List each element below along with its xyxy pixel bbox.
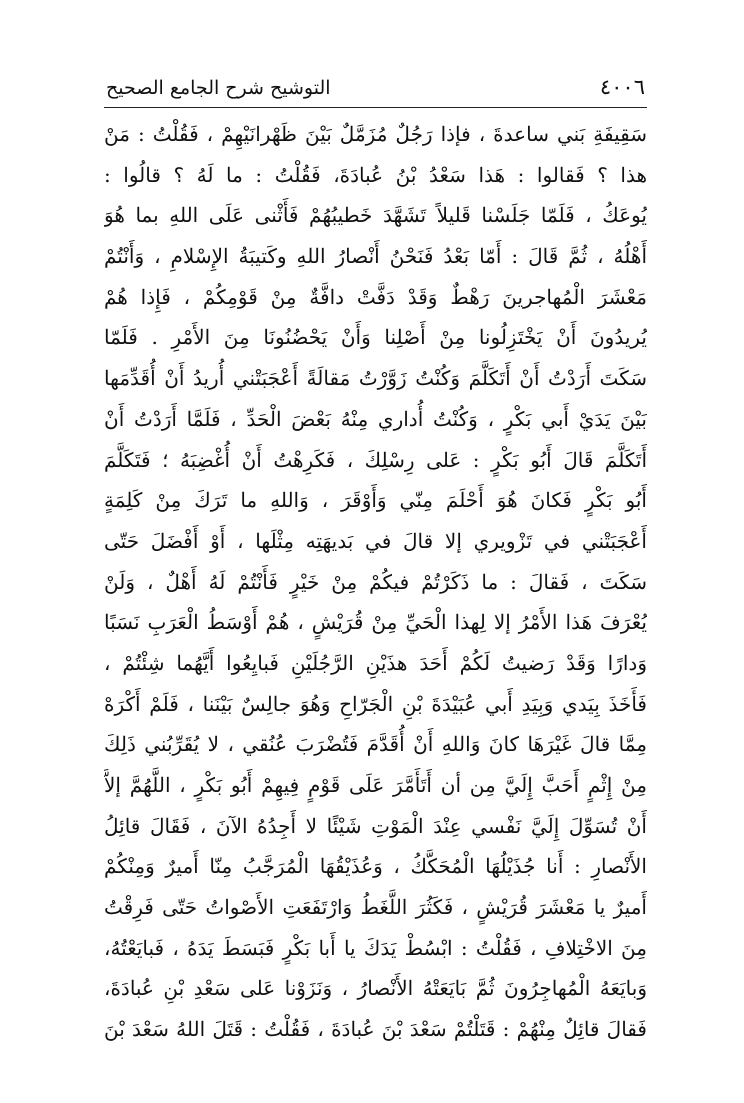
- text-line: هذا ؟ فَقالوا : هَذا سَعْدُ بْنُ عُبادَةَ، فَقُلْتُ : ما لَهُ ؟ قالُوا :: [104, 162, 647, 187]
- text-line: يُريدُونَ أَنْ يَخْتَزِلُونا مِنْ أَصْلِنا وَأَنْ يَحْضُنُونَا مِنَ الأَمْرِ . فَلَمّا: [104, 325, 647, 350]
- text-line: أَنْ تُسَوِّلَ إِلَيَّ نَفْسي عِنْدَ الْمَوْتِ شَيْئًا لا أَجِدُهُ الآنَ ، فَقَالَ قائِلُ: [104, 813, 647, 838]
- text-line: مِنْ إِثْمٍ أَحَبَّ إِلَيَّ مِن أن أَتَأَمَّرَ عَلَى قَوْمٍ فِيهِمْ أَبُو بَكْرٍ ، اللَّهُمَّ إلاَّ: [104, 773, 647, 797]
- page-header: [104, 74, 647, 106]
- text-line: أَعْجَبَتْني في تَزْويري إلا قالَ في بَديهَتِه مِثْلَها ، أَوْ أَفْضَلَ حَتّى: [104, 528, 647, 553]
- text-line: يُعْرَفَ هَذا الأَمْرُ إلا لِهذا الْحَيِّ مِنْ قُرَيْشٍ ، هُمْ أَوْسَطُ الْعَرَبِ نَسَبًا: [104, 610, 647, 635]
- body-text: [104, 114, 647, 1050]
- text-line: مَعْشَرَ الْمُهاجرينَ رَهْطٌ وَقَدْ دَفَّتْ دافَّةٌ مِنْ قَوْمِكُمْ ، فَإِذا هُمْ: [104, 284, 647, 309]
- header-divider: [104, 107, 647, 108]
- text-line: وَدارًا وَقَدْ رَضيتُ لَكُمْ أَحَدَ هذَيْنِ الرَّجُلَيْنِ فَبايِعُوا أَيَّهُما شِئْتُمْ ،: [104, 650, 647, 675]
- text-line: سَكَتَ ، فَقالَ : ما ذَكَرْتُمْ فيكُمْ مِنْ خَيْرٍ فَأَنْتُمْ لَهُ أَهْلٌ ، وَلَنْ: [104, 569, 647, 594]
- text-line: فَقالَ قائِلٌ مِنْهُمْ : قَتَلْتُمْ سَعْدَ بْنَ عُبادَةَ ، فَقُلْتُ : قَتَلَ اللهُ سَعْدَ بْنَ: [104, 1017, 647, 1042]
- text-line: يُوعَكُ ، فَلَمّا جَلَسْنا قَليلاً تَشَهَّدَ خَطيبُهُمْ فَأَثْنى عَلَى اللهِ بما هُوَ: [104, 203, 647, 228]
- text-line: فَأَخَذَ بِيَدي وَبِيَدِ أَبي عُبَيْدَةَ بْنِ الْجَرّاحِ وَهُوَ جالِسٌ بَيْنَنا ، فَلَمْ أَكْرَهْ: [104, 691, 647, 716]
- text-line: أَتَكَلَّمَ قَالَ أَبُو بَكْرٍ : عَلى رِسْلِكَ ، فَكَرِهْتُ أَنْ أُغْضِبَهُ ؛ فَتَكَلَّمَ: [104, 447, 647, 472]
- text-line: مِنَ الاخْتِلافِ ، فَقُلْتُ : ابْسُطْ يَدَكَ يا أَبا بَكْرٍ فَبَسَطَ يَدَهُ ، فَبايَعْتُهُ،: [104, 935, 647, 960]
- text-line: أَميرٌ يا مَعْشَرَ قُرَيْشٍ ، فَكَثُرَ اللَّغَطُ وَارْتَفَعَتِ الأَصْواتُ حَتّى فَرِقْتُ: [104, 895, 647, 920]
- page-number: ٤٠٠٦: [599, 75, 645, 99]
- text-line: سَكَتَ أَرَدْتُ أَنْ أَتَكَلَّمَ وَكُنْتُ زَوَّرْتُ مَقالَةً أَعْجَبَتْني أُريدُ أَنْ أُقَدِّمَها: [104, 366, 647, 391]
- text-line: وَبايَعَهُ الْمُهاجِرُونَ ثُمَّ بَايَعَتْهُ الأَنْصارُ ، وَنَزَوْنا عَلى سَعْدِ بْنِ عُبادَةَ،: [104, 976, 647, 1001]
- text-line: مِمَّا قالَ غَيْرَهَا كانَ وَاللهِ أَنْ أُقَدَّمَ فَتُضْرَبَ عُنُقي ، لا يُقَرِّبُني ذَلِكَ: [104, 732, 647, 757]
- text-line: سَقِيفَةِ بَني ساعدةَ ، فإذا رَجُلٌ مُزَمَّلٌ بَيْنَ ظَهْرانَيْهِمْ ، فَقُلْتُ : مَنْ: [104, 122, 647, 146]
- text-line: أَهْلُهُ ، ثُمَّ قَالَ : أَمّا بَعْدُ فَنَحْنُ أَنْصارُ اللهِ وكَتيبَةُ الإِسْلامِ ، وَأَنْتُمْ: [104, 244, 647, 269]
- running-title: التوشيح شرح الجامع الصحيح: [106, 77, 331, 99]
- text-line: أَبُو بَكْرٍ فَكانَ هُوَ أَحْلَمَ مِنّي وَأَوْقَرَ ، وَاللهِ ما تَرَكَ مِنْ كَلِمَةٍ: [104, 488, 647, 513]
- text-line: الأَنْصارِ : أَنا جُذَيْلُهَا الْمُحَكَّكُ ، وَعُذَيْقُهَا الْمُرَجَّبُ مِنّا أَميرٌ وَمِنْكُمْ: [104, 854, 647, 879]
- text-line: بَيْنَ يَدَيْ أَبي بَكْرٍ ، وَكُنْتُ أُداري مِنْهُ بَعْضَ الْحَدِّ ، فَلَمَّا أَرَدْتُ أَنْ: [104, 406, 647, 431]
